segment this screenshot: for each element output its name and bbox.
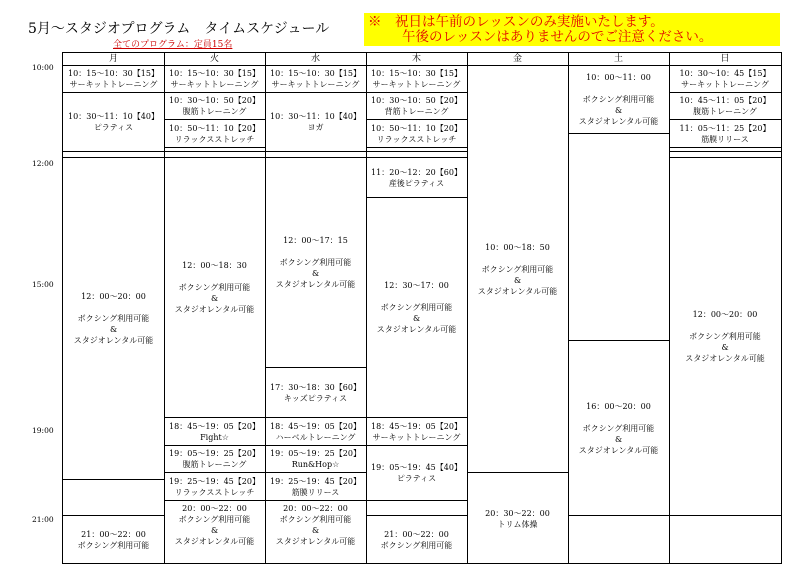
lesson-cell: 11：05～11：25【20】 筋膜リリース (679, 123, 771, 144)
lesson-cell: 10：30～11：10【40】 ヨガ (270, 112, 361, 132)
lesson-cell: 10：30～10：50【20】 背筋トレーニング (371, 96, 462, 116)
lesson-cell: 18：45～19：05【20】 サーキットトレーニング (371, 421, 462, 442)
open-studio-cell: 12：00～18：30 ボクシング利用可能 & スタジオレンタル可能 (174, 261, 255, 314)
lesson-cell: 10：30～10：50【20】 腹筋トレーニング (169, 96, 260, 116)
lesson-cell: 19：25～19：45【20】 リラックスストレッチ (169, 476, 260, 497)
open-studio-cell: 21：00～22：00 ボクシング利用可能 (380, 530, 453, 550)
lesson-cell: 11：20～12：20【60】 産後ピラティス (371, 167, 462, 188)
holiday-notice-line2: 午後のレッスンはありませんのでご注意ください。 (402, 29, 713, 45)
lesson-cell: 18：45～19：05【20】 Fight☆ (169, 421, 260, 442)
time-label: 19:00 (32, 426, 54, 435)
lesson-cell: 10：15～10：30【15】 サーキットトレーニング (270, 69, 361, 89)
open-studio-cell: 21：00～22：00 ボクシング利用可能 (77, 530, 150, 550)
time-label: 12:00 (32, 159, 54, 168)
open-studio-cell: 10：00～18：50 ボクシング利用可能 & スタジオレンタル可能 (477, 242, 558, 296)
day-header-fri: 金 (512, 54, 522, 64)
day-header-mon: 月 (108, 54, 118, 64)
day-header-tue: 火 (209, 54, 219, 64)
lesson-cell: 17：30～18：30【60】 キッズピラティス (270, 382, 361, 403)
day-header-sun: 日 (720, 54, 730, 64)
day-header-sat: 土 (613, 54, 623, 64)
lesson-cell: 10：15～10：30【15】 サーキットトレーニング (68, 69, 159, 89)
open-studio-cell: 16：00～20：00 ボクシング利用可能 & スタジオレンタル可能 (578, 401, 659, 455)
open-studio-cell: 12：00～20：00 ボクシング利用可能 & スタジオレンタル可能 (685, 310, 765, 363)
capacity-note: 全てのプログラム：定員15名 (113, 40, 233, 50)
open-studio-cell: 12：30～17：00 ボクシング利用可能 & スタジオレンタル可能 (376, 281, 457, 334)
time-label: 15:00 (32, 280, 54, 289)
page-title: 5月～スタジオプログラム タイムスケジュール (28, 21, 330, 37)
lesson-cell: 10：30～11：10【40】 ピラティス (68, 112, 159, 132)
time-label: 10:00 (32, 63, 54, 72)
lesson-cell: 19：05～19：25【20】 腹筋トレーニング (169, 449, 260, 469)
open-studio-cell: 20：00～22：00 ボクシング利用可能 & スタジオレンタル可能 (174, 504, 255, 546)
lesson-cell: 19：05～19：45【40】 ピラティス (371, 463, 462, 483)
lesson-cell: 10：45～11：05【20】 腹筋トレーニング (679, 96, 771, 116)
open-studio-cell: 12：00～20：00 ボクシング利用可能 & スタジオレンタル可能 (73, 292, 154, 345)
lesson-cell: 10：15～10：30【15】 サーキットトレーニング (169, 69, 260, 89)
lesson-cell: 20：30～22：00 トリム体操 (485, 508, 550, 529)
lesson-cell: 10：50～11：10【20】 リラックスストレッチ (169, 123, 260, 144)
holiday-notice-line1: ※ 祝日は午前のレッスンのみ実施いたします。 (368, 14, 664, 30)
holiday-notice (364, 13, 780, 46)
day-header-thu: 木 (411, 54, 421, 64)
time-label: 21:00 (32, 515, 54, 524)
lesson-cell: 10：15～10：30【15】 サーキットトレーニング (371, 69, 462, 89)
lesson-cell: 19：25～19：45【20】 筋膜リリース (270, 476, 361, 497)
open-studio-cell: 20：00～22：00 ボクシング利用可能 & スタジオレンタル可能 (275, 504, 356, 546)
lesson-cell: 10：30～10：45【15】 サーキットトレーニング (679, 69, 771, 89)
lesson-cell: 18：45～19：05【20】 ハーベルトレーニング (270, 421, 361, 442)
open-studio-cell: 10：00～11：00 ボクシング利用可能 & スタジオレンタル可能 (578, 73, 659, 126)
lesson-cell: 10：50～11：10【20】 リラックスストレッチ (371, 123, 462, 144)
day-header-wed: 水 (310, 54, 320, 64)
lesson-cell: 19：05～19：25【20】 Run&Hop☆ (270, 449, 361, 469)
schedule-table (62, 52, 782, 564)
open-studio-cell: 12：00～17：15 ボクシング利用可能 & スタジオレンタル可能 (275, 236, 356, 289)
